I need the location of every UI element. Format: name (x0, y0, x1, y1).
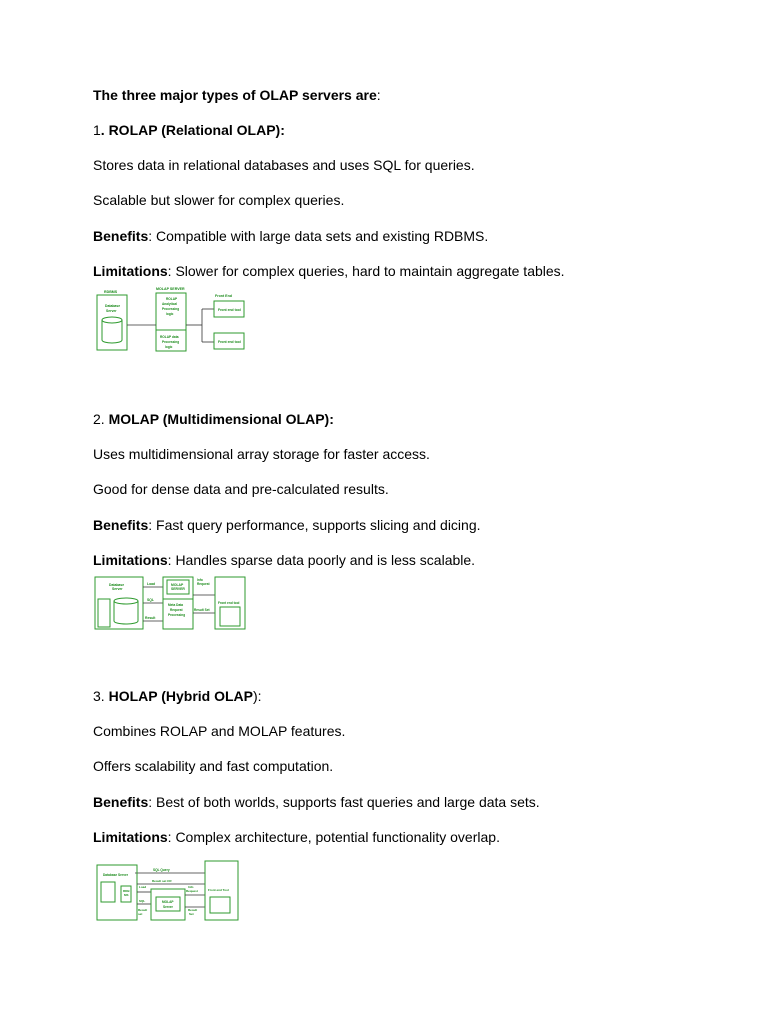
svg-text:MS: MS (124, 893, 129, 897)
svg-text:Front end tool: Front end tool (218, 340, 241, 344)
section-3-desc-1: Combines ROLAP and MOLAP features. (93, 723, 346, 739)
svg-text:SERVER: SERVER (171, 587, 185, 591)
svg-text:Result set CR: Result set CR (152, 879, 172, 883)
svg-text:Result Set: Result Set (194, 608, 210, 612)
svg-text:Processing: Processing (162, 307, 180, 311)
svg-text:MOLAP: MOLAP (171, 583, 184, 587)
svg-text:Load: Load (139, 885, 147, 889)
section-2-benefits: Benefits: Fast query performance, supports slicing and dicing. (93, 517, 481, 533)
svg-text:SQL: SQL (139, 899, 146, 903)
svg-text:Meta Data: Meta Data (168, 603, 184, 607)
svg-text:Front end tool: Front end tool (218, 308, 241, 312)
svg-text:Processing: Processing (168, 613, 186, 617)
svg-text:Server: Server (163, 905, 173, 909)
svg-text:logic: logic (166, 312, 174, 316)
svg-text:Front end tool: Front end tool (218, 601, 240, 605)
rolap-molap-server-label: MOLAP SERVER (156, 287, 185, 291)
svg-text:Processing: Processing (162, 340, 180, 344)
section-3-benefits: Benefits: Best of both worlds, supports fast queries and large data sets. (93, 794, 540, 810)
svg-text:SQL Query: SQL Query (153, 868, 170, 872)
section-2-desc-2: Good for dense data and pre-calculated results. (93, 481, 389, 497)
svg-text:Set: Set (189, 912, 194, 916)
svg-text:Info: Info (197, 578, 203, 582)
svg-text:Result: Result (145, 616, 156, 620)
svg-text:Info: Info (188, 885, 194, 889)
section-2-desc-1: Uses multidimensional array storage for faster access. (93, 446, 430, 462)
svg-text:Result: Result (138, 908, 148, 912)
svg-text:logic: logic (165, 345, 173, 349)
svg-text:Database: Database (105, 304, 121, 308)
rolap-diagram (94, 285, 254, 353)
intro-heading: The three major types of OLAP servers are: (93, 87, 381, 103)
svg-text:Request: Request (170, 608, 183, 612)
svg-text:Server: Server (106, 309, 117, 313)
svg-text:Result: Result (188, 908, 198, 912)
svg-text:ROLAP: ROLAP (166, 297, 178, 301)
section-1-benefits: Benefits: Compatible with large data sets and existing RDBMS. (93, 228, 489, 244)
svg-text:SQL: SQL (147, 598, 154, 602)
rolap-rdbms-label: RDBMS (104, 290, 118, 294)
svg-text:Front end Tool: Front end Tool (208, 888, 229, 892)
section-2-limitations: Limitations: Handles sparse data poorly and is less scalable. (93, 552, 476, 568)
section-3-limitations: Limitations: Complex architecture, potential functionality overlap. (93, 829, 500, 845)
rolap-front-end-label: Front End (215, 294, 232, 298)
svg-text:RDB: RDB (123, 889, 130, 893)
rolap-db-cylinder (102, 317, 122, 343)
svg-text:Request: Request (186, 889, 198, 893)
svg-text:Database: Database (109, 583, 125, 587)
svg-text:Request: Request (197, 582, 210, 586)
svg-text:set: set (138, 912, 143, 916)
section-1-desc-1: Stores data in relational databases and uses SQL for queries. (93, 157, 475, 173)
svg-text:ROLAP data: ROLAP data (160, 335, 179, 339)
svg-text:Analytical: Analytical (162, 302, 178, 306)
molap-db-cylinder (114, 598, 138, 624)
svg-text:Load: Load (147, 582, 156, 586)
section-3-title: 3. HOLAP (Hybrid OLAP): (93, 688, 262, 704)
holap-diagram (95, 859, 241, 923)
molap-diagram (93, 575, 249, 632)
svg-text:Database Server: Database Server (103, 873, 128, 877)
section-3-desc-2: Offers scalability and fast computation. (93, 758, 334, 774)
section-1-limitations: Limitations: Slower for complex queries, hard to maintain aggregate tables. (93, 263, 565, 279)
svg-text:Server: Server (112, 587, 123, 591)
section-2-title: 2. MOLAP (Multidimensional OLAP): (93, 411, 334, 427)
section-1-title: 1. ROLAP (Relational OLAP): (93, 122, 285, 138)
section-1-desc-2: Scalable but slower for complex queries. (93, 192, 345, 208)
svg-text:MOLAP: MOLAP (162, 900, 174, 904)
